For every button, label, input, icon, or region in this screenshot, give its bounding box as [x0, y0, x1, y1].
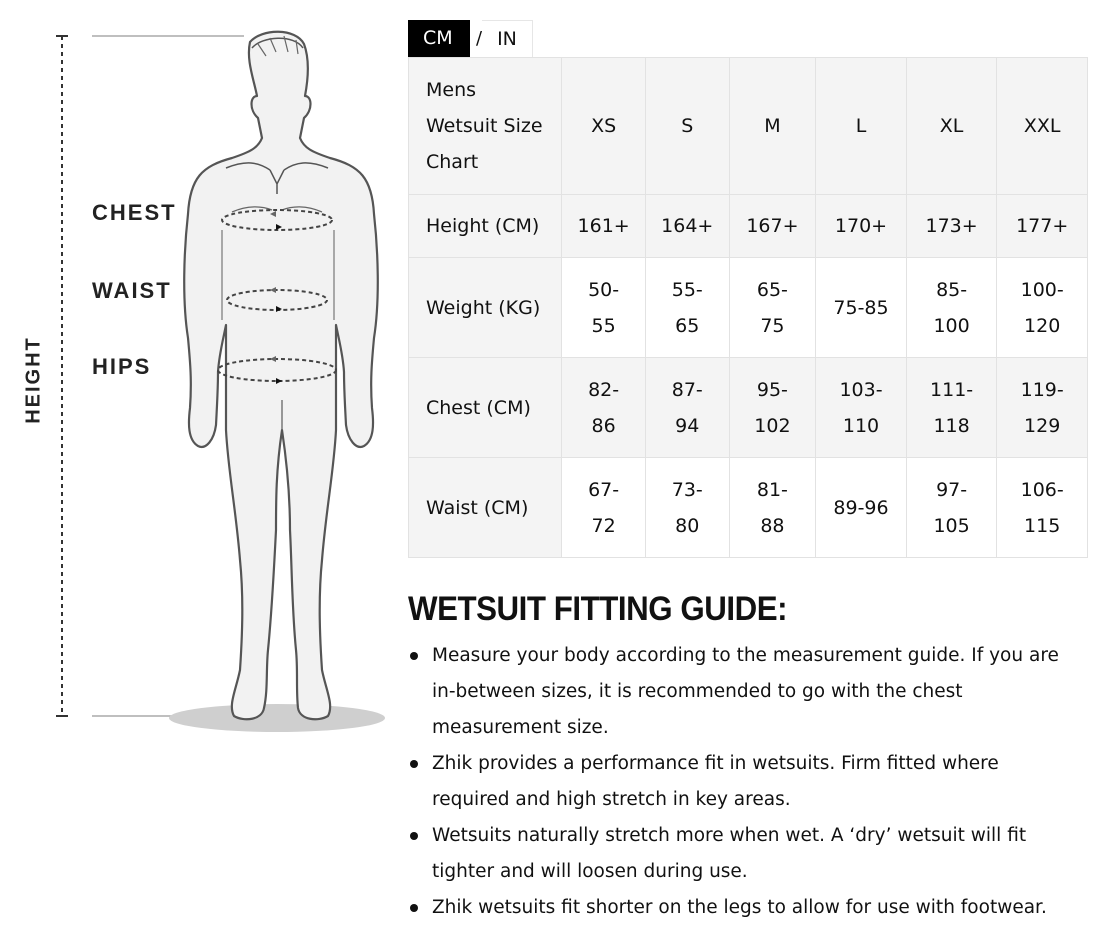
unit-in-button[interactable]: IN — [482, 20, 533, 58]
waist-label: WAIST — [92, 278, 172, 303]
list-item — [408, 818, 1088, 890]
chest-label: CHEST — [92, 200, 177, 225]
cell-line: 80 — [675, 514, 700, 537]
list-item-line: Wetsuits naturally stretch more when wet. A ‘dry’ wetsuit will fit — [432, 825, 1027, 846]
size-header-l: L — [816, 58, 907, 195]
cell-line: 89-96 — [833, 496, 889, 519]
row-label: Chest (CM) — [409, 358, 562, 458]
list-item-line: in-between sizes, it is recommended to go with the chest — [432, 681, 963, 702]
table-cell — [816, 458, 907, 558]
size-header-s: S — [645, 58, 729, 195]
bullet-icon — [410, 832, 418, 840]
cell-line: 97- — [936, 478, 968, 501]
list-item-line: measurement size. — [432, 717, 609, 738]
cell-line: 102 — [754, 414, 791, 437]
table-cell — [997, 258, 1088, 358]
table-title-line: Mens — [426, 79, 477, 101]
cell-line: 73- — [671, 478, 703, 501]
cell-line: 105 — [933, 514, 970, 537]
cell-line: 55- — [671, 278, 703, 301]
table-row — [409, 258, 1088, 358]
hips-label: HIPS — [92, 354, 152, 379]
cell-line: 106- — [1020, 478, 1064, 501]
cell-line: 118 — [933, 414, 970, 437]
cell-line: 75 — [760, 314, 785, 337]
cell-line: 65- — [756, 278, 788, 301]
body-figure — [0, 0, 400, 947]
cell-line: 82- — [588, 378, 620, 401]
size-chart-table — [408, 57, 1088, 558]
table-title-cell — [409, 58, 562, 195]
cell-line: 120 — [1024, 314, 1061, 337]
cell-line: 110 — [842, 414, 880, 437]
table-cell: 167+ — [729, 195, 816, 258]
cell-line: 72 — [591, 514, 616, 537]
fitting-guide-title: WETSUIT FITTING GUIDE: — [408, 590, 788, 628]
cell-line: 55 — [591, 314, 616, 337]
bullet-icon — [410, 904, 418, 912]
cell-line: 95- — [756, 378, 788, 401]
table-cell: 161+ — [562, 195, 646, 258]
cell-line: 100 — [933, 314, 970, 337]
cell-line: 111- — [930, 378, 974, 401]
table-cell — [906, 358, 997, 458]
row-label: Weight (KG) — [409, 258, 562, 358]
list-item-line: tighter and will loosen during use. — [432, 861, 748, 882]
table-cell: 177+ — [997, 195, 1088, 258]
height-label-text: HEIGHT — [22, 336, 45, 424]
table-cell — [645, 458, 729, 558]
cell-line: 75-85 — [833, 296, 889, 319]
size-header-m: M — [729, 58, 816, 195]
table-title-line: Chart — [426, 151, 479, 173]
table-cell — [562, 258, 646, 358]
cell-line: 85- — [936, 278, 968, 301]
unit-cm-button[interactable]: CM — [408, 20, 470, 57]
unit-toggle — [408, 20, 533, 57]
cell-line: 86 — [591, 414, 616, 437]
cell-line: 100- — [1020, 278, 1064, 301]
table-cell — [816, 258, 907, 358]
list-item — [408, 638, 1088, 746]
table-cell: 170+ — [816, 195, 907, 258]
table-row — [409, 358, 1088, 458]
table-cell — [906, 258, 997, 358]
list-item — [408, 890, 1088, 926]
list-item-line: Zhik wetsuits fit shorter on the legs to allow for use with footwear. — [432, 897, 1047, 918]
table-cell — [562, 458, 646, 558]
table-row — [409, 458, 1088, 558]
list-item-line: required and high stretch in key areas. — [432, 789, 791, 810]
list-item — [408, 746, 1088, 818]
cell-line: 94 — [675, 414, 700, 437]
cell-line: 50- — [588, 278, 620, 301]
cell-line: 119- — [1020, 378, 1064, 401]
bullet-icon — [410, 760, 418, 768]
bullet-icon — [410, 652, 418, 660]
cell-line: 88 — [760, 514, 785, 537]
table-cell — [645, 358, 729, 458]
table-cell: 173+ — [906, 195, 997, 258]
table-title-line: Wetsuit Size — [426, 115, 543, 137]
table-header-row — [409, 58, 1088, 195]
cell-line: 115 — [1024, 514, 1061, 537]
table-cell — [562, 358, 646, 458]
row-label: Waist (CM) — [409, 458, 562, 558]
fitting-guide-list — [408, 638, 1088, 926]
table-cell: 164+ — [645, 195, 729, 258]
cell-line: 129 — [1024, 414, 1061, 437]
size-header-xl: XL — [906, 58, 997, 195]
table-cell — [906, 458, 997, 558]
size-header-xs: XS — [562, 58, 646, 195]
table-cell — [997, 358, 1088, 458]
table-cell — [729, 358, 816, 458]
cell-line: 67- — [588, 478, 620, 501]
table-cell — [645, 258, 729, 358]
cell-line: 65 — [675, 314, 700, 337]
man-silhouette-measurement-icon — [0, 0, 400, 947]
list-item-line: Zhik provides a performance fit in wetsuits. Firm fitted where — [432, 753, 999, 774]
row-label: Height (CM) — [409, 195, 562, 258]
table-cell — [816, 358, 907, 458]
list-item-line: Measure your body according to the measurement guide. If you are — [432, 645, 1059, 666]
cell-line: 87- — [671, 378, 703, 401]
cell-line: 81- — [756, 478, 788, 501]
unit-separator: / — [470, 20, 482, 57]
table-cell — [729, 258, 816, 358]
size-header-xxl: XXL — [997, 58, 1088, 195]
table-cell — [997, 458, 1088, 558]
height-label — [14, 336, 54, 424]
cell-line: 103- — [839, 378, 883, 401]
table-cell — [729, 458, 816, 558]
table-row — [409, 195, 1088, 258]
